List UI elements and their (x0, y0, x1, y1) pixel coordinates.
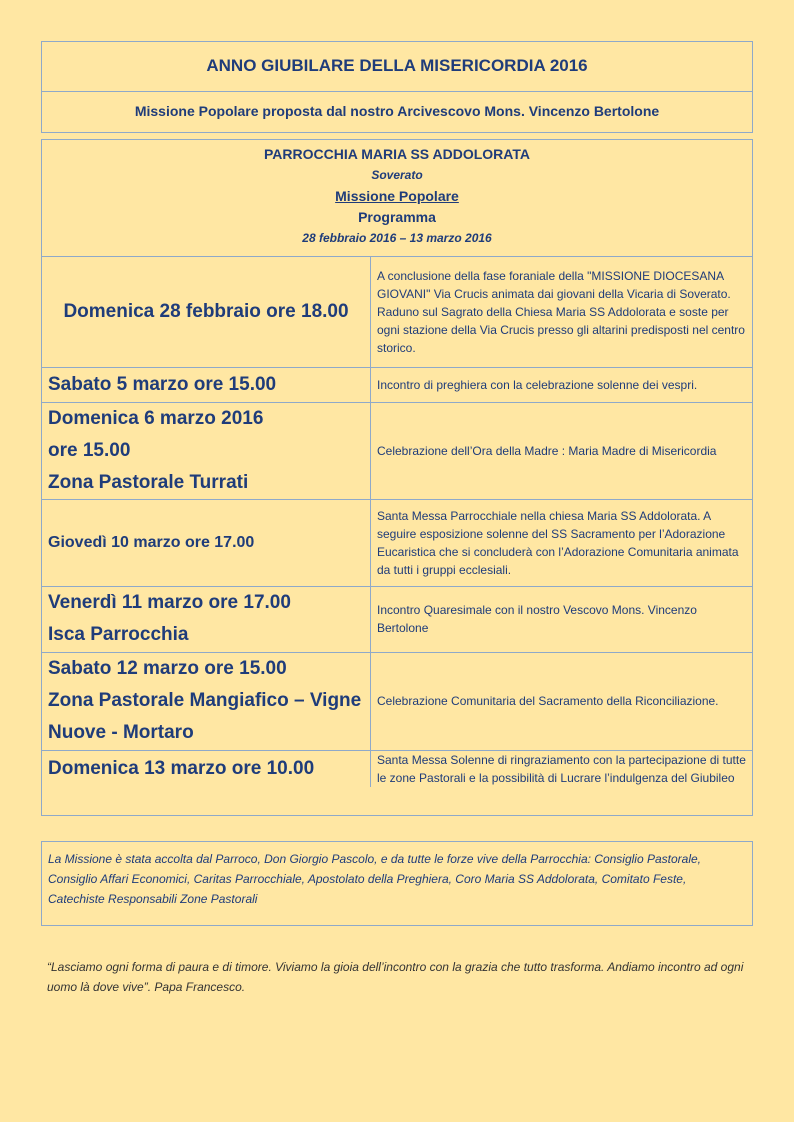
event-when: Giovedì 10 marzo ore 17.00 (42, 499, 371, 586)
event-when: Venerdì 11 marzo ore 17.00 Isca Parrocchia (42, 586, 371, 652)
page-subtitle: Missione Popolare proposta dal nostro Arcivescovo Mons. Vincenzo Bertolone (134, 103, 660, 119)
header-box (41, 41, 753, 133)
event-when: Sabato 12 marzo ore 15.00 Zona Pastorale Mangiafico – Vigne Nuove - Mortaro (42, 652, 371, 750)
table-row (42, 586, 752, 652)
table-row (42, 257, 752, 367)
table-row (42, 750, 752, 787)
program-table (42, 257, 752, 787)
table-row (42, 402, 752, 499)
program-box (41, 139, 753, 816)
parish-header (42, 140, 752, 257)
page-title: ANNO GIUBILARE DELLA MISERICORDIA 2016 (42, 42, 752, 92)
event-when: Sabato 5 marzo ore 15.00 (42, 367, 371, 402)
table-row (42, 367, 752, 402)
event-when: Domenica 6 marzo 2016 ore 15.00 Zona Pastorale Turrati (42, 402, 371, 499)
event-description: Santa Messa Solenne di ringraziamento con la partecipazione di tutte le zone Pastorali e la possibilità di Lucrare l’indulgenza del Giubileo (371, 750, 753, 787)
event-description: Santa Messa Parrocchiale nella chiesa Maria SS Addolorata. A seguire esposizione solenne del SS Sacramento per l’Adorazione Eucaristica che si concluderà con l’Adorazione Comunitaria animata da tutti i gruppi ecclesiali. (371, 499, 753, 586)
event-when: Domenica 13 marzo ore 10.00 (42, 750, 371, 787)
event-description: Incontro Quaresimale con il nostro Vescovo Mons. Vincenzo Bertolone (371, 586, 753, 652)
table-row (42, 652, 752, 750)
program-title: Programma (358, 209, 436, 225)
parish-name: PARROCCHIA MARIA SS ADDOLORATA (264, 146, 530, 162)
event-description: Celebrazione dell’Ora della Madre : Maria Madre di Misericordia (371, 402, 753, 499)
event-description: A conclusione della fase foraniale della "MISSIONE DIOCESANA GIOVANI" Via Crucis animata dai giovani della Vicaria di Soverato. Raduno sul Sagrato della Chiesa Maria SS Addolorata e soste per ogni stazione della Via Crucis presso gli altarini predisposti nel centro storico. (371, 257, 753, 367)
event-description: Celebrazione Comunitaria del Sacramento della Riconciliazione. (371, 652, 753, 750)
event-when: Domenica 28 febbraio ore 18.00 (42, 257, 371, 367)
note-box (41, 841, 753, 926)
mission-title: Missione Popolare (335, 188, 459, 204)
event-description: Incontro di preghiera con la celebrazione solenne dei vespri. (371, 367, 753, 402)
table-row (42, 499, 752, 586)
program-dates: 28 febbraio 2016 – 13 marzo 2016 (302, 231, 492, 245)
parish-city: Soverato (371, 168, 423, 182)
note-text: La Missione è stata accolta dal Parroco, Don Giorgio Pascolo, e da tutte le forze vive della Parrocchia: Consiglio Pastorale, Consiglio Affari Economici, Caritas Parrocchiale, Apostolato della Preghiera, Coro Maria SS Addolorata, Comitato Feste, Catechiste Responsabili Zone Pastorali (48, 852, 702, 906)
pope-quote: “Lasciamo ogni forma di paura e di timore. Viviamo la gioia dell’incontro con la grazia che tutto trasforma. Andiamo incontro ad ogni uomo là dove vive”. Papa Francesco. (47, 960, 744, 994)
